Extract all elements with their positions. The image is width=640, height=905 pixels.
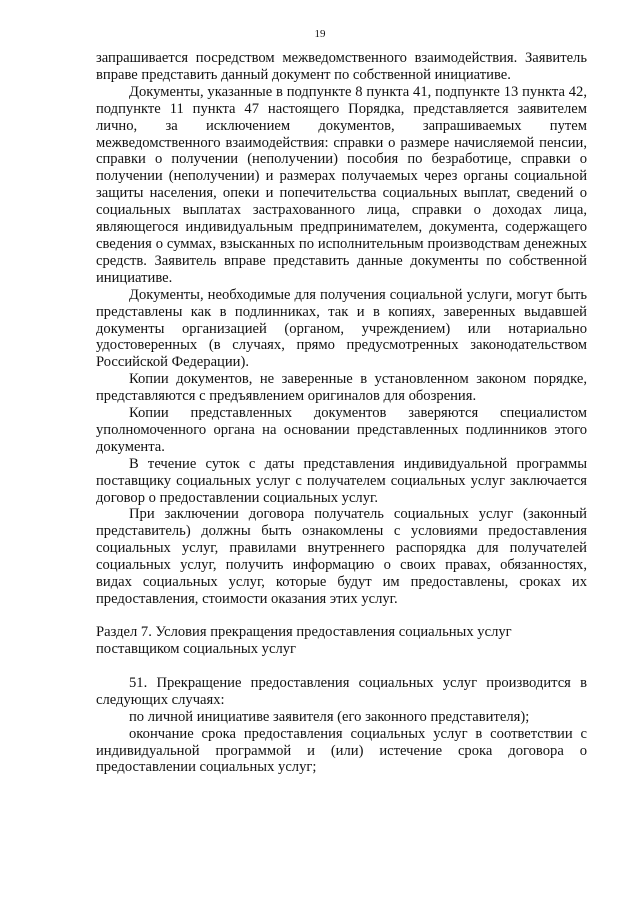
- paragraph-case-term-expiry: окончание срока предоставления социальных услуг в соответствии с индивидуальной программой и (или) истечение срока договора о предоставлении социальных услуг;: [96, 725, 587, 776]
- spacer: [96, 608, 587, 624]
- paragraph-continuation: запрашивается посредством межведомственного взаимодействия. Заявитель вправе представить данный документ по собственной инициативе.: [96, 50, 587, 83]
- page-number: 19: [314, 28, 326, 40]
- paragraph-copies-certification: Копии представленных документов заверяются специалистом уполномоченного органа на основании представленных подлинников этого документа.: [96, 405, 587, 455]
- document-body: [96, 50, 587, 776]
- paragraph-documents-copies: Документы, необходимые для получения социальной услуги, могут быть представлены как в подлинниках, так и в копиях, заверенных выдавшей документы организацией (органом, учреждением) или нотариально удостоверенных (в случаях, прямо предусмотренных законодательством Российской Федерации).: [96, 286, 587, 371]
- spacer: [96, 658, 587, 675]
- paragraph-uncertified-copies: Копии документов, не заверенные в установленном законом порядке, представляются с предъявлением оригиналов для обозрения.: [96, 371, 587, 405]
- paragraph-documents-personal: Документы, указанные в подпункте 8 пункта 41, подпункте 13 пункта 42, подпункте 11 пункта 47 настоящего Порядка, представляется заявителем лично, за исключением документов, запрашиваемых путем межведомственного взаимодействия: справки о размере начисляемой пенсии, справки о получении (неполучении) пособия по безработице, справки о получении (неполучении) и размерах получаемых через органы социальной защиты населения, опеки и попечительства социальных выплат, сведений о социальных выплатах застрахованного лица, справки о доходах лица, являющегося индивидуальным предпринимателем, документа, содержащего сведения о суммах, взысканных по исполнительным производствам денежных средств. Заявитель вправе представить данные документы по собственной инициативе.: [96, 83, 587, 286]
- paragraph-contract-term: В течение суток с даты представления индивидуальной программы поставщику социальных услуг с получателем социальных услуг заключается договор о предоставлении социальных услуг.: [96, 455, 587, 506]
- section-title-line-2: поставщиком социальных услуг: [96, 640, 297, 657]
- section-title-line-1: Раздел 7. Условия прекращения предоставления социальных услуг: [96, 623, 512, 640]
- paragraph-case-personal-initiative: по личной инициативе заявителя (его законного представителя);: [129, 708, 530, 725]
- paragraph-contract-familiarization: При заключении договора получатель социальных услуг (законный представитель) должны быть ознакомлены с условиями предоставления социальных услуг, правилами внутреннего распорядка для получателей социальных услуг, получить информацию о своих правах, обязанностях, видах социальных услуг, которые будут им предоставлены, сроках их предоставления, стоимости оказания этих услуг.: [96, 506, 587, 607]
- paragraph-termination-cases: 51. Прекращение предоставления социальных услуг производится в следующих случаях:: [96, 674, 587, 708]
